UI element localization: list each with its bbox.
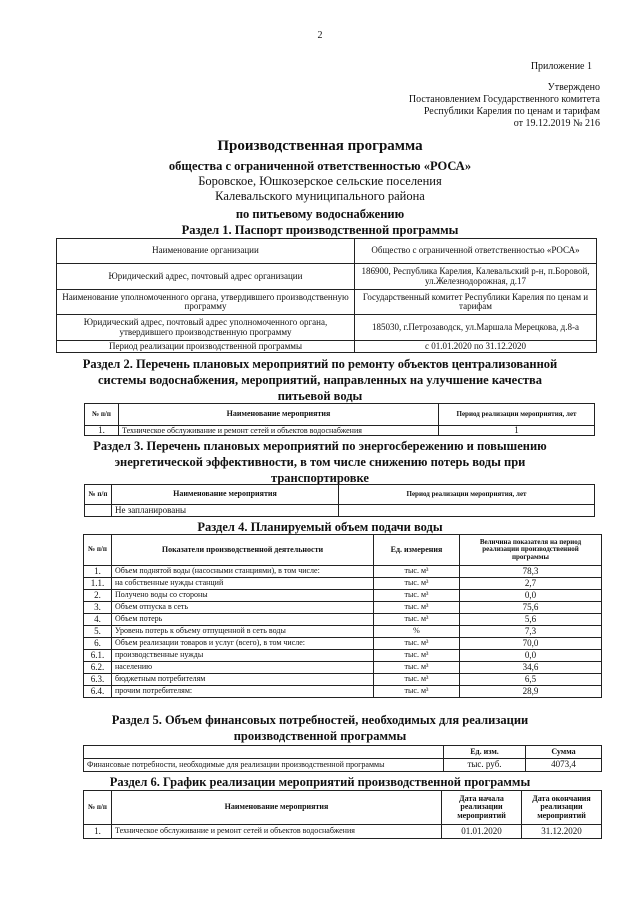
section1-title: Раздел 1. Паспорт производственной программы (181, 223, 459, 237)
table-row (84, 759, 602, 772)
unit-cell: тыс. м³ (374, 614, 460, 626)
table-row (85, 505, 595, 517)
table-row (84, 650, 602, 662)
row-number: 1. (84, 566, 112, 578)
section6-title: Раздел 6. График реализации мероприятий производственной программы (109, 775, 531, 789)
header-cell: Ед. изм. (444, 746, 526, 759)
value-cell: 5,6 (460, 614, 602, 626)
table-row (57, 239, 597, 264)
row-number: 6.3. (84, 674, 112, 686)
row-number: 2. (84, 590, 112, 602)
table-row (57, 341, 597, 353)
row-number (85, 505, 112, 517)
table-row (84, 662, 602, 674)
table-row (84, 614, 602, 626)
table-row (84, 686, 602, 698)
schedule-table (83, 790, 602, 839)
approval-line: от 19.12.2019 № 216 (513, 118, 600, 129)
finance-table (83, 745, 602, 772)
value-cell: 0,0 (460, 650, 602, 662)
value-cell: 70,0 (460, 638, 602, 650)
table-row (85, 426, 595, 436)
table-row (84, 825, 602, 839)
approval-block (330, 82, 600, 130)
passport-value: 185030, г.Петрозаводск, ул.Маршала Мерецкова, д.8-а (355, 315, 597, 341)
header-cell: Ед. измерения (374, 535, 460, 566)
appendix-label: Приложение 1 (530, 61, 592, 72)
unit-cell: тыс. м³ (374, 662, 460, 674)
supply-volume-rows (84, 566, 602, 698)
table-row (84, 566, 602, 578)
unit-cell: тыс. м³ (374, 650, 460, 662)
measure-name: Не запланированы (112, 505, 339, 517)
row-number: 3. (84, 602, 112, 614)
value-cell: 34,6 (460, 662, 602, 674)
section5-title: Раздел 5. Объем финансовых потребностей, необходимых для реализации производственной программы (111, 713, 529, 743)
table-row (84, 626, 602, 638)
subtitle-settlements: Боровское, Юшкозерское сельские поселения (198, 174, 442, 188)
passport-value: с 01.01.2020 по 31.12.2020 (355, 341, 597, 353)
passport-value: 186900, Республика Карелия, Калевальский р-н, п.Боровой, ул.Железнодорожная, д.17 (355, 264, 597, 290)
measure-name: Техническое обслуживание и ремонт сетей и объектов водоснабжения (119, 426, 439, 436)
period-value (339, 505, 595, 517)
value-cell: 75,6 (460, 602, 602, 614)
unit-cell: тыс. м³ (374, 590, 460, 602)
header-cell: Период реализации мероприятия, лет (339, 485, 595, 505)
indicator-name: Объем отпуска в сеть (112, 602, 374, 614)
measure-name: Техническое обслуживание и ремонт сетей и объектов водоснабжения (112, 825, 442, 839)
indicator-name: на собственные нужды станций (112, 578, 374, 590)
unit-cell: тыс. м³ (374, 638, 460, 650)
table-row (84, 578, 602, 590)
indicator-name: Уровень потерь к объему отпущенной в сеть воды (112, 626, 374, 638)
passport-label: Юридический адрес, почтовый адрес уполномоченного органа, утвердившего производственную программу (57, 315, 355, 341)
header-cell: Наименование мероприятия (112, 791, 442, 825)
value-cell: 2,7 (460, 578, 602, 590)
indicator-name: Объем поднятой воды (насосными станциями), в том числе: (112, 566, 374, 578)
row-number: 6.2. (84, 662, 112, 674)
table-row (84, 638, 602, 650)
value-cell: 78,3 (460, 566, 602, 578)
finance-sum: 4073,4 (526, 759, 602, 772)
document-title: Производственная программа (217, 138, 423, 154)
indicator-name: Объем потерь (112, 614, 374, 626)
header-cell: Наименование мероприятия (112, 485, 339, 505)
row-number: 6.1. (84, 650, 112, 662)
table-row (57, 290, 597, 315)
section2-title: Раздел 2. Перечень плановых мероприятий по ремонту объектов централизованной системы водоснабжения, мероприятий, направленных на улучшение качества питьевой воды (82, 357, 558, 403)
indicator-name: бюджетным потребителям (112, 674, 374, 686)
row-number: 4. (84, 614, 112, 626)
table-row (57, 315, 597, 341)
header-cell: № п/п (85, 485, 112, 505)
unit-cell: тыс. м³ (374, 686, 460, 698)
finance-label: Финансовые потребности, необходимые для реализации производственной программы (84, 759, 444, 772)
row-number: 5. (84, 626, 112, 638)
approval-line: Утверждено (547, 82, 600, 93)
table-row (57, 264, 597, 290)
passport-value: Общество с ограниченной ответственностью «РОСА» (355, 239, 597, 264)
approval-line: Республики Карелия по ценам и тарифам (423, 106, 600, 117)
passport-label: Юридический адрес, почтовый адрес организации (57, 264, 355, 290)
header-cell: Дата окончания реализации мероприятий (522, 791, 602, 825)
section3-title: Раздел 3. Перечень плановых мероприятий по энергосбережению и повышению энергетической эффективности, в том числе снижению потерь воды при транспортировке (93, 439, 547, 485)
passport-table (56, 238, 597, 353)
value-cell: 28,9 (460, 686, 602, 698)
section3-table (84, 484, 595, 517)
table-row (85, 404, 595, 426)
finance-unit: тыс. руб. (444, 759, 526, 772)
subtitle-scope: по питьевому водоснабжению (235, 207, 405, 221)
indicator-name: прочим потребителям: (112, 686, 374, 698)
section2-table (84, 403, 595, 436)
header-cell: Показатели производственной деятельности (112, 535, 374, 566)
row-number: 6. (84, 638, 112, 650)
passport-label: Наименование организации (57, 239, 355, 264)
approval-line: Постановлением Государственного комитета (408, 94, 600, 105)
header-cell: № п/п (84, 791, 112, 825)
value-cell: 0,0 (460, 590, 602, 602)
row-number: 1. (84, 825, 112, 839)
unit-cell: % (374, 626, 460, 638)
table-row (84, 535, 602, 566)
unit-cell: тыс. м³ (374, 674, 460, 686)
end-date: 31.12.2020 (522, 825, 602, 839)
unit-cell: тыс. м³ (374, 578, 460, 590)
supply-volume-table (83, 534, 602, 698)
header-cell: Период реализации мероприятия, лет (439, 404, 595, 426)
passport-value: Государственный комитет Республики Карелия по ценам и тарифам (355, 290, 597, 315)
passport-label: Период реализации производственной программы (57, 341, 355, 353)
start-date: 01.01.2020 (442, 825, 522, 839)
unit-cell: тыс. м³ (374, 602, 460, 614)
row-number: 1.1. (84, 578, 112, 590)
unit-cell: тыс. м³ (374, 566, 460, 578)
indicator-name: Объем реализации товаров и услуг (всего), в том числе: (112, 638, 374, 650)
table-row (84, 590, 602, 602)
indicator-name: населению (112, 662, 374, 674)
indicator-name: производственные нужды (112, 650, 374, 662)
section4-title: Раздел 4. Планируемый объем подачи воды (197, 520, 443, 534)
header-cell: Величина показателя на период реализации производственной программы (460, 535, 602, 566)
subtitle-district: Калевальского муниципального района (215, 189, 425, 203)
header-cell: № п/п (84, 535, 112, 566)
table-row (84, 791, 602, 825)
value-cell: 6,5 (460, 674, 602, 686)
table-row (84, 746, 602, 759)
header-cell: Дата начала реализации мероприятий (442, 791, 522, 825)
row-number: 6.4. (84, 686, 112, 698)
value-cell: 7,3 (460, 626, 602, 638)
passport-label: Наименование уполномоченного органа, утвердившего производственную программу (57, 290, 355, 315)
period-value: 1 (439, 426, 595, 436)
header-cell: Сумма (526, 746, 602, 759)
header-cell: № п/п (85, 404, 119, 426)
subtitle-org: общества с ограниченной ответственностью «РОСА» (168, 159, 472, 173)
indicator-name: Получено воды со стороны (112, 590, 374, 602)
row-number: 1. (85, 426, 119, 436)
table-row (85, 485, 595, 505)
header-cell: Наименование мероприятия (119, 404, 439, 426)
empty-cell (84, 746, 444, 759)
page-number: 2 (317, 30, 323, 41)
table-row (84, 602, 602, 614)
table-row (84, 674, 602, 686)
